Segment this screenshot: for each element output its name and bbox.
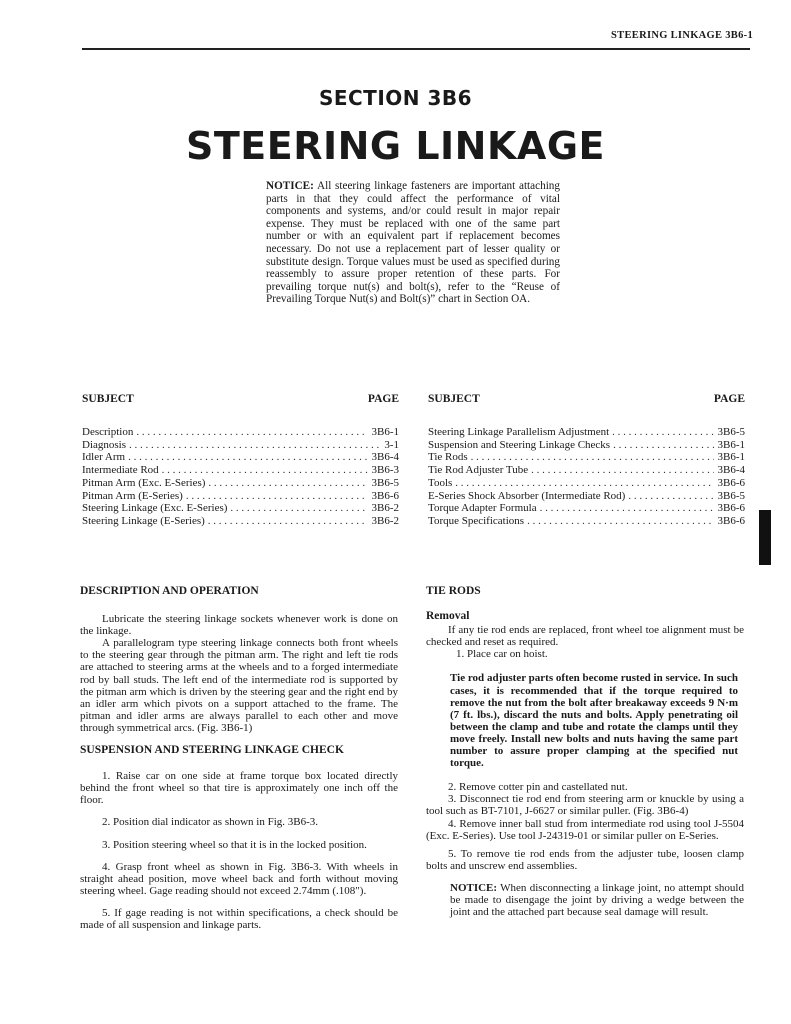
section-heading: TIE RODS <box>426 585 481 597</box>
right-column <box>426 585 744 918</box>
toc-entry: Torque Specifications . . . 3B6-6 <box>428 515 745 528</box>
step: 4. Remove inner ball stud from intermediate rod using tool J-5504 (Exc. E-Series). Use tool J-24319-01 or similar puller on E-Series. <box>426 817 744 842</box>
step: 1. Raise car on one side at frame torque box located directly behind the front wheel so that tire is approximately one inch off the floor. <box>80 770 398 807</box>
step: 3. Disconnect tie rod end from steering arm or knuckle by using a tool such as BT-7101, J-6627 or similar puller. (Fig. 3B6-4) <box>426 793 744 818</box>
toc-entry: Tie Rod Adjuster Tube . . . 3B6-4 <box>428 464 745 477</box>
toc-entry: Pitman Arm (E-Series) . . . 3B6-6 <box>82 490 399 503</box>
toc-entry: Suspension and Steering Linkage Checks . . . 3B6-1 <box>428 439 745 452</box>
toc-page-header: PAGE <box>367 393 399 405</box>
paragraph: Lubricate the steering linkage sockets whenever work is done on the linkage. <box>80 613 398 638</box>
toc-entry: Pitman Arm (Exc. E-Series) . . . 3B6-5 <box>82 477 399 490</box>
toc-right <box>428 393 745 528</box>
toc-entry: Idler Arm . . . 3B6-4 <box>82 451 399 464</box>
toc-subject-header: SUBJECT <box>428 393 480 405</box>
toc-list <box>428 426 745 528</box>
step: 5. If gage reading is not within specifications, a check should be made of all suspension and linkage parts. <box>80 906 398 931</box>
toc-entry: Torque Adapter Formula . . . 3B6-6 <box>428 502 745 515</box>
paragraph: If any tie rod ends are replaced, front wheel toe alignment must be checked and reset as required. <box>426 624 744 649</box>
step: 1. Place car on hoist. <box>456 648 548 661</box>
step: 2. Position dial indicator as shown in Fig. 3B6-3. <box>102 816 319 829</box>
toc-entry: Steering Linkage Parallelism Adjustment . . . 3B6-5 <box>428 426 745 439</box>
toc-entry: Tools . . . 3B6-6 <box>428 477 745 490</box>
paragraph: A parallelogram type steering linkage connects both front wheels to the steering gear through the pitman arm. The right and left tie rods are attached to steering arms at the wheels and to a forged intermediate rod by ball studs. The left end of the intermediate rod is supported by the pitman arm which is driven by the steering gear and the right end by an idler arm which pivots on a support attached to the frame. The pitman and idler arms are always parallel to each other and move through symmetrical arcs. (Fig. 3B6-1) <box>80 637 398 734</box>
toc-entry: Steering Linkage (E-Series) . . . 3B6-2 <box>82 515 399 528</box>
toc-subject-header: SUBJECT <box>82 393 134 405</box>
notice-label: NOTICE: <box>266 180 314 192</box>
left-column <box>80 585 398 931</box>
toc-entry: Diagnosis . . . 3-1 <box>82 439 399 452</box>
step: 5. To remove tie rod ends from the adjuster tube, loosen clamp bolts and unscrew end assemblies. <box>426 847 744 872</box>
notice-label: NOTICE: <box>450 881 498 894</box>
toc-entry: Steering Linkage (Exc. E-Series) . . . 3B6-2 <box>82 502 399 515</box>
toc-entry: Intermediate Rod . . . 3B6-3 <box>82 464 399 477</box>
running-head: STEERING LINKAGE 3B6-1 <box>611 30 753 41</box>
page-title: STEERING LINKAGE <box>186 124 605 168</box>
notice-paragraph <box>450 882 744 918</box>
step: 4. Grasp front wheel as shown in Fig. 3B6-3. With wheels in straight ahead position, move wheel back and forth without moving steering wheel. Gage reading should not exceed 2.74mm (.108″). <box>80 860 398 897</box>
toc-left <box>82 393 399 528</box>
toc-list <box>82 426 399 528</box>
toc-page-header: PAGE <box>713 393 745 405</box>
notice-text: When disconnecting a linkage joint, no attempt should be made to disengage the joint by driving a wedge between the joint and the attached part because seal damage will result. <box>450 881 744 919</box>
step: 2. Remove cotter pin and castellated nut. <box>448 781 628 794</box>
header-rule <box>82 48 750 50</box>
step: 3. Position steering wheel so that it is in the locked position. <box>102 838 367 851</box>
notice-text: All steering linkage fasteners are important attaching parts in that they could affect the performance of vital components and systems, and/or could result in major repair expense. They must be replaced with one of the same part number or with an equivalent part if replacement becomes necessary. Do not use a replacement part of lesser quality or substitute design. Torque values must be used as specified during reassembly to assure proper retention of these parts. For prevailing torque nut(s) and bolt(s), refer to the “Reuse of Prevailing Torque Nut(s) and Bolt(s)” chart in Section OA. <box>266 180 560 306</box>
section-label: SECTION 3B6 <box>318 86 473 110</box>
section-thumb-tab <box>759 510 771 565</box>
subheading: Removal <box>426 610 470 623</box>
toc-entry: E-Series Shock Absorber (Intermediate Rod) . . . 3B6-5 <box>428 490 745 503</box>
section-heading: SUSPENSION AND STEERING LINKAGE CHECK <box>80 744 344 757</box>
toc-header <box>82 393 399 405</box>
toc-entry: Description . . . 3B6-1 <box>82 426 399 439</box>
caution-text: Tie rod adjuster parts often become rusted in service. In such cases, it is recommended that if the torque required to remove the nut from the bolt after breakaway exceeds 9 N·m (7 ft. lbs.), discard the nuts and bolts. Apply penetrating oil between the clamp and tube and rotate the clamps until they move freely. Install new bolts and nuts having the same part number to assure proper clamping at the specified nut torque. <box>450 672 738 770</box>
notice-box <box>266 180 560 306</box>
section-heading: DESCRIPTION AND OPERATION <box>80 585 259 597</box>
toc-entry: Tie Rods . . . 3B6-1 <box>428 451 745 464</box>
toc-header <box>428 393 745 405</box>
